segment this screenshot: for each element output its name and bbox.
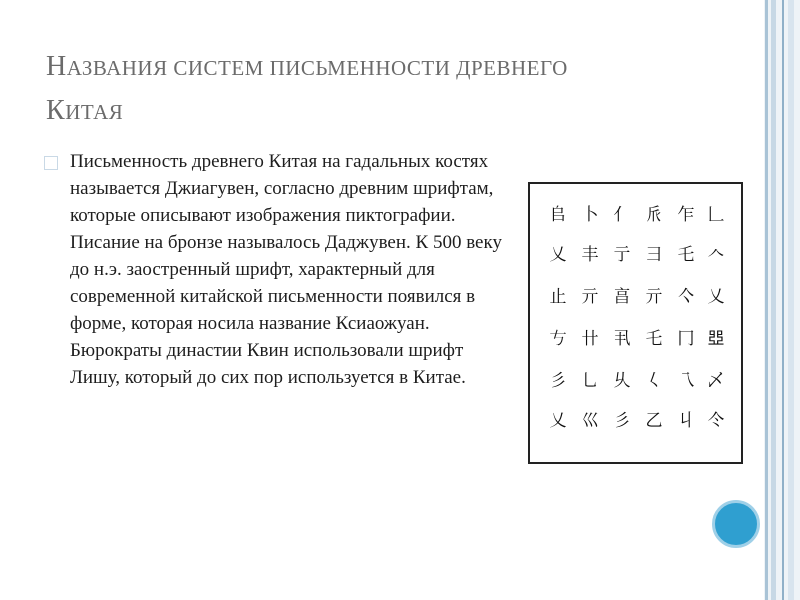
script-glyph: 彡 xyxy=(549,371,567,391)
border-stripe xyxy=(771,0,776,600)
script-glyph: 𠂤 xyxy=(549,205,567,225)
script-glyph: 彐 xyxy=(645,245,663,265)
script-glyph: 乂 xyxy=(549,245,567,265)
border-stripe xyxy=(765,0,768,600)
title-initial: К xyxy=(46,95,66,126)
script-glyph: 彡 xyxy=(613,411,631,431)
script-glyph: 乇 xyxy=(677,245,695,265)
script-glyph: 卄 xyxy=(581,329,599,349)
script-glyph: 𡿨 xyxy=(645,371,663,391)
script-glyph: 冂 xyxy=(677,329,695,349)
glyph-column xyxy=(546,198,570,448)
script-glyph: 丰 xyxy=(581,245,599,265)
script-glyph: 乂 xyxy=(549,411,567,431)
bullet-text: Письменность древнего Китая на гадальных костях называется Джиагувен, согласно древним шрифтам, которые описывают изображения пиктографии. Писание на бронзе называлось Даджувен. К 500 веку до н.э. заостренный шрифт, характерный для современной китайской письменности появился в форме, которая носила название Ксиаожуан. Бюрократы династии Квин использовали шрифт Лишу, который до сих пор используется в Китае. xyxy=(70,151,502,388)
glyph-column xyxy=(642,198,666,448)
script-glyph: 乆 xyxy=(613,371,631,391)
script-glyph: 乙 xyxy=(645,411,663,431)
script-glyph: 亓 xyxy=(581,287,599,307)
script-glyph: 乍 xyxy=(677,205,695,225)
script-glyph: 丩 xyxy=(677,411,695,431)
script-glyph: 𠂢 xyxy=(645,205,663,225)
glyph-column xyxy=(704,198,728,448)
script-sample-figure xyxy=(528,182,743,464)
script-glyph: 巛 xyxy=(581,411,599,431)
border-stripe xyxy=(782,0,784,600)
script-glyph: 𠁁 xyxy=(707,329,725,349)
script-glyph: 亯 xyxy=(613,287,631,307)
script-glyph: 止 xyxy=(549,287,567,307)
title-text: ИТАЯ xyxy=(65,100,124,124)
glyph-column xyxy=(578,198,602,448)
script-glyph: 亻 xyxy=(613,205,631,225)
title-initial: Н xyxy=(46,51,67,82)
script-glyph: 乄 xyxy=(707,371,725,391)
script-glyph: 𠃊 xyxy=(707,205,725,225)
script-glyph: 𠀁 xyxy=(549,329,567,349)
glyph-column xyxy=(610,198,634,448)
script-glyph: 仒 xyxy=(707,411,725,431)
script-glyph: 亽 xyxy=(677,287,695,307)
script-glyph: 乚 xyxy=(581,371,599,391)
script-glyph: 乇 xyxy=(645,329,663,349)
decorative-circle-icon xyxy=(712,500,760,548)
border-stripe xyxy=(788,0,794,600)
slide-title xyxy=(46,44,726,132)
script-glyph: 卜 xyxy=(581,205,599,225)
bullet-icon xyxy=(44,156,58,170)
script-glyph: 乂 xyxy=(707,287,725,307)
script-glyph: 亍 xyxy=(613,245,631,265)
bullet-item xyxy=(44,148,514,391)
glyph-column xyxy=(674,198,698,448)
script-glyph: 𠆢 xyxy=(707,245,725,265)
script-glyph: 乁 xyxy=(677,371,695,391)
script-glyph: 丮 xyxy=(613,329,631,349)
script-glyph: 亓 xyxy=(645,287,663,307)
title-text: АЗВАНИЯ СИСТЕМ ПИСЬМЕННОСТИ ДРЕВНЕГО xyxy=(66,56,568,80)
glyph-grid xyxy=(544,198,728,448)
